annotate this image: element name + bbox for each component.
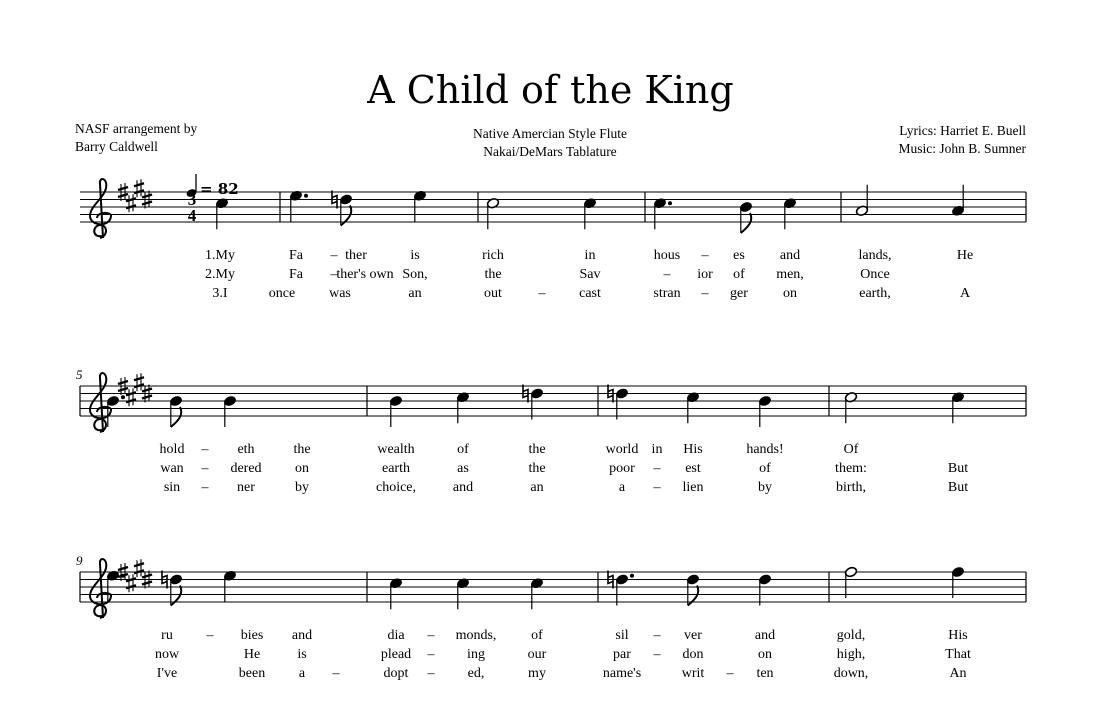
lyric-syllable: Son, bbox=[402, 267, 428, 282]
lyric-syllable: of bbox=[457, 442, 469, 457]
lyric-syllable: His bbox=[948, 628, 968, 643]
lyric-syllable: bies bbox=[240, 628, 264, 643]
lyric-syllable: ing bbox=[467, 647, 485, 662]
lyric-syllable: wealth bbox=[377, 442, 415, 457]
lyric-syllable: ther's own bbox=[336, 267, 394, 282]
eighth-flag bbox=[741, 213, 751, 233]
subtitle-line-2: Nakai/DeMars Tablature bbox=[483, 144, 617, 159]
lyric-syllable: and bbox=[779, 248, 801, 263]
lyricist-credit: Lyrics: Harriet E. Buell bbox=[899, 123, 1026, 138]
lyric-syllable: an bbox=[408, 286, 422, 301]
lyric-syllable: est bbox=[685, 461, 701, 476]
lyric-syllable: sil bbox=[615, 628, 629, 643]
lyric-syllable: was bbox=[329, 286, 351, 301]
lyric-syllable: as bbox=[457, 461, 469, 476]
lyric-syllable: Fa bbox=[289, 248, 303, 263]
lyric-syllable: rich bbox=[482, 248, 504, 263]
lyric-syllable: es bbox=[733, 248, 745, 263]
lyric-syllable: out bbox=[484, 286, 502, 301]
measure-number: 5 bbox=[76, 367, 83, 382]
sharp-icon bbox=[126, 574, 136, 592]
lyric-syllable: plead bbox=[380, 647, 412, 662]
lyric-syllable: An bbox=[949, 666, 967, 681]
time-signature-top: 3 bbox=[187, 190, 197, 209]
lyric-syllable: He bbox=[956, 248, 974, 263]
lyric-hyphen: – bbox=[701, 248, 709, 263]
lyric-syllable: stran bbox=[653, 286, 681, 301]
lyric-hyphen: – bbox=[653, 647, 661, 662]
lyric-syllable: an bbox=[530, 480, 544, 495]
lyric-syllable: wan bbox=[160, 461, 184, 476]
arranger-line-1: NASF arrangement by bbox=[75, 121, 198, 136]
lyric-syllable: dopt bbox=[383, 666, 409, 681]
lyric-hyphen: – bbox=[427, 647, 435, 662]
lyric-syllable: and bbox=[754, 628, 776, 643]
lyric-syllable: now bbox=[154, 647, 180, 662]
composer-credit: Music: John B. Sumner bbox=[898, 141, 1026, 156]
lyric-syllable: par bbox=[613, 647, 631, 662]
lyric-hyphen: – bbox=[427, 666, 435, 681]
lyric-syllable: a bbox=[618, 480, 626, 495]
lyric-syllable: by bbox=[758, 480, 772, 495]
lyric-syllable: hous bbox=[653, 248, 681, 263]
lyric-syllable: lands, bbox=[858, 248, 892, 263]
tempo-value: = 82 bbox=[200, 180, 239, 198]
lyric-syllable: and bbox=[452, 480, 474, 495]
lyric-syllable: poor bbox=[609, 461, 635, 476]
lyric-syllable: earth bbox=[382, 461, 410, 476]
lyric-syllable: on bbox=[295, 461, 309, 476]
lyric-hyphen: – bbox=[201, 480, 209, 495]
lyric-syllable: a bbox=[298, 666, 306, 681]
sharp-icon bbox=[134, 373, 144, 391]
lyric-hyphen: – bbox=[663, 267, 671, 282]
treble-clef-icon bbox=[90, 179, 111, 238]
lyric-syllable: them: bbox=[835, 461, 867, 476]
lyric-syllable: A bbox=[959, 286, 971, 301]
eighth-flag bbox=[171, 407, 181, 427]
lyric-hyphen: – bbox=[201, 461, 209, 476]
lyric-syllable: dia bbox=[387, 628, 405, 643]
lyric-syllable: by bbox=[295, 480, 309, 495]
lyric-hyphen: – bbox=[206, 628, 214, 643]
lyric-syllable: the bbox=[293, 442, 311, 457]
lyric-syllable: He bbox=[243, 647, 261, 662]
sharp-icon bbox=[134, 559, 144, 577]
lyric-syllable: ner bbox=[237, 480, 255, 495]
lyric-syllable: sin bbox=[163, 480, 181, 495]
lyric-syllable: His bbox=[683, 442, 703, 457]
lyric-syllable: on bbox=[783, 286, 797, 301]
augmentation-dot bbox=[630, 574, 634, 578]
lyric-syllable: I've bbox=[156, 666, 178, 681]
lyric-syllable: choice, bbox=[375, 480, 417, 495]
lyric-syllable: monds, bbox=[455, 628, 497, 643]
lyric-syllable: writ bbox=[681, 666, 705, 681]
lyric-hyphen: – bbox=[330, 248, 338, 263]
lyric-syllable: lien bbox=[682, 480, 704, 495]
lyric-syllable: earth, bbox=[859, 286, 891, 301]
lyric-syllable: But bbox=[947, 461, 969, 476]
lyric-syllable: eth bbox=[237, 442, 255, 457]
lyric-syllable: ior bbox=[697, 267, 713, 282]
lyric-syllable: hold bbox=[159, 442, 185, 457]
lyric-syllable: in bbox=[651, 442, 663, 457]
lyric-hyphen: – bbox=[332, 666, 340, 681]
augmentation-dot bbox=[121, 574, 125, 578]
lyric-syllable: is bbox=[297, 647, 307, 662]
lyric-hyphen: – bbox=[201, 442, 209, 457]
lyric-syllable: the bbox=[484, 267, 502, 282]
lyric-syllable: But bbox=[947, 480, 969, 495]
lyric-syllable: world bbox=[605, 442, 639, 457]
lyric-syllable: the bbox=[528, 461, 546, 476]
lyric-syllable: on bbox=[758, 647, 772, 662]
lyric-syllable: been bbox=[238, 666, 266, 681]
lyric-syllable: high, bbox=[836, 647, 866, 662]
lyric-syllable: is bbox=[410, 248, 420, 263]
lyric-hyphen: – bbox=[726, 666, 734, 681]
augmentation-dot bbox=[304, 194, 308, 198]
sharp-icon bbox=[126, 388, 136, 406]
measure-number: 9 bbox=[76, 553, 83, 568]
lyric-syllable: Sav bbox=[579, 267, 601, 282]
lyric-syllable: cast bbox=[579, 286, 601, 301]
sharp-icon bbox=[134, 179, 144, 197]
lyric-syllable: of bbox=[733, 267, 745, 282]
arranger-line-2: Barry Caldwell bbox=[75, 139, 158, 154]
lyric-syllable: don bbox=[682, 647, 704, 662]
lyric-syllable: 1.My bbox=[205, 248, 235, 263]
lyric-syllable: our bbox=[527, 647, 547, 662]
lyric-hyphen: – bbox=[330, 267, 338, 282]
lyric-syllable: gold, bbox=[836, 628, 866, 643]
sharp-icon bbox=[126, 194, 136, 212]
lyric-syllable: 3.I bbox=[212, 286, 228, 301]
lyric-syllable: ver bbox=[684, 628, 702, 643]
lyric-syllable: Fa bbox=[289, 267, 303, 282]
lyric-syllable: and bbox=[291, 628, 313, 643]
augmentation-dot bbox=[668, 201, 672, 205]
lyric-syllable: of bbox=[759, 461, 771, 476]
lyric-syllable: 2.My bbox=[205, 267, 235, 282]
lyric-syllable: my bbox=[528, 666, 546, 681]
lyric-syllable: once bbox=[268, 286, 296, 301]
lyric-syllable: ther bbox=[345, 248, 367, 263]
lyric-syllable: Once bbox=[860, 267, 890, 282]
lyric-hyphen: – bbox=[653, 480, 661, 495]
lyric-syllable: name's bbox=[602, 666, 642, 681]
lyric-syllable: birth, bbox=[836, 480, 866, 495]
lyric-syllable: ger bbox=[730, 286, 748, 301]
time-signature-bottom: 4 bbox=[187, 206, 197, 225]
augmentation-dot bbox=[121, 395, 125, 399]
lyric-syllable: hands! bbox=[746, 442, 784, 457]
lyric-syllable: of bbox=[531, 628, 543, 643]
lyric-syllable: down, bbox=[833, 666, 869, 681]
lyric-syllable: dered bbox=[230, 461, 262, 476]
lyric-hyphen: – bbox=[538, 286, 546, 301]
song-title: A Child of the King bbox=[367, 68, 734, 112]
lyric-syllable: ten bbox=[756, 666, 774, 681]
lyric-syllable: in bbox=[584, 248, 596, 263]
subtitle-line-1: Native Amercian Style Flute bbox=[472, 126, 628, 141]
lyric-hyphen: – bbox=[653, 628, 661, 643]
lyric-syllable: men, bbox=[776, 267, 804, 282]
lyric-hyphen: – bbox=[427, 628, 435, 643]
lyric-hyphen: – bbox=[653, 461, 661, 476]
lyric-syllable: Of bbox=[843, 442, 859, 457]
lyric-hyphen: – bbox=[701, 286, 709, 301]
lyric-syllable: the bbox=[528, 442, 546, 457]
lyric-syllable: That bbox=[945, 647, 971, 662]
lyric-syllable: ed, bbox=[467, 666, 485, 681]
lyric-syllable: ru bbox=[161, 628, 173, 643]
